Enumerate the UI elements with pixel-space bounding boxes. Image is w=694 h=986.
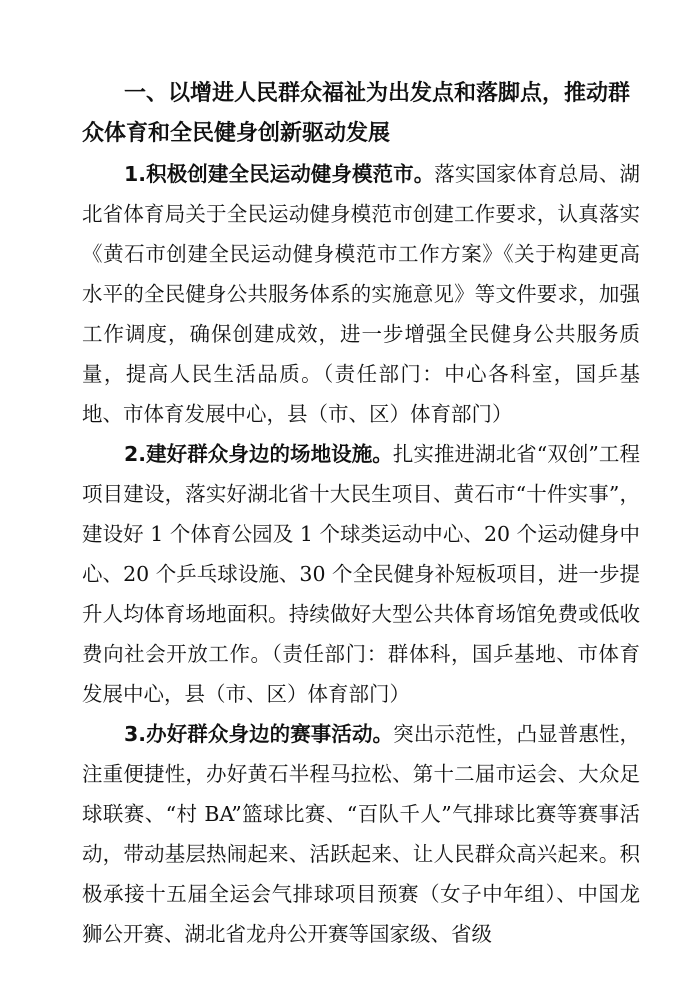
section-heading-text: 一、以增进人民群众福祉为出发点和落脚点，推动群众体育和全民健身创新驱动发展 <box>82 81 631 146</box>
item-number: 2. <box>124 442 147 466</box>
section-heading <box>82 74 642 154</box>
item-number: 3. <box>124 722 147 746</box>
paragraph-item-1 <box>82 154 640 434</box>
item-body: 扎实推进湖北省“双创”工程项目建设，落实好湖北省十大民生项目、黄石市“十件实事”，建设好 1 个体育公园及 1 个球类运动中心、20 个运动健身中心、20 个乒乓球设施、30 个全民健身补短板项目，进一步提升人均体育场地面积。持续做好大型公共体育场馆免费或低收费向社会开放工作。（责任部门：群体科，国乒基地、市体育发展中心，县（市、区）体育部门） <box>82 442 640 706</box>
item-body: 落实国家体育总局、湖北省体育局关于全民运动健身模范市创建工作要求，认真落实《黄石市创建全民运动健身模范市工作方案》《关于构建更高水平的全民健身公共服务体系的实施意见》等文件要求，加强工作调度，确保创建成效，进一步增强全民健身公共服务质量，提高人民生活品质。（责任部门：中心各科室，国乒基地、市体育发展中心，县（市、区）体育部门） <box>82 162 641 426</box>
paragraph-item-2 <box>82 434 640 714</box>
paragraph-item-3 <box>82 714 640 954</box>
item-lead: 积极创建全民运动健身模范市。 <box>146 162 435 186</box>
item-number: 1. <box>124 162 147 186</box>
item-body: 突出示范性，凸显普惠性，注重便捷性，办好黄石半程马拉松、第十二届市运会、大众足球联赛、“村 BA”篮球比赛、“百队千人”气排球比赛等赛事活动，带动基层热闹起来、活跃起来、让人民群众高兴起来。积极承接十五届全运会气排球项目预赛（女子中年组）、中国龙狮公开赛、湖北省龙舟公开赛等国家级、省级 <box>82 722 641 946</box>
item-lead: 办好群众身边的赛事活动。 <box>146 722 394 746</box>
item-lead: 建好群众身边的场地设施。 <box>146 442 393 466</box>
